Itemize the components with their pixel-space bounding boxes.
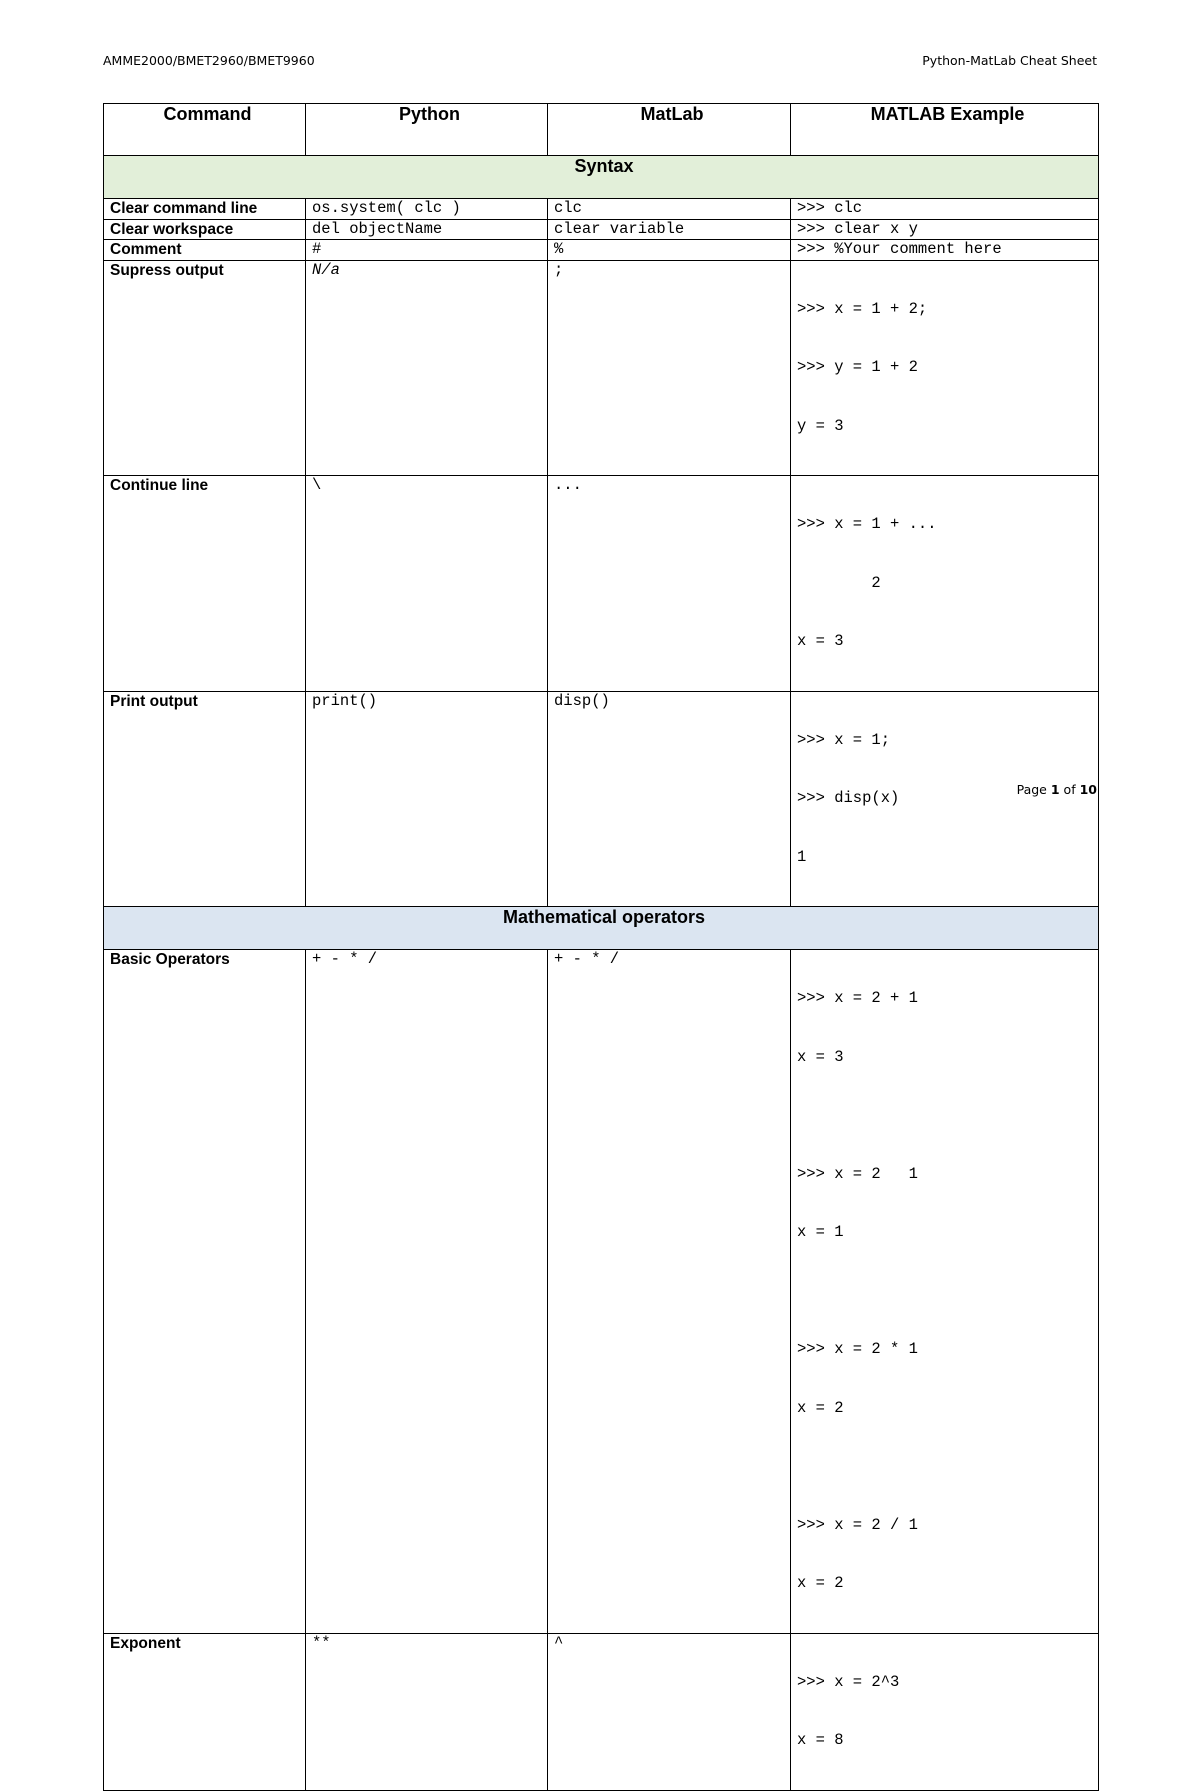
table-row <box>104 240 1099 261</box>
section-row-syntax <box>104 156 1099 199</box>
example-line: 1 <box>797 847 807 866</box>
example-line: >>> x = 1 + 2; <box>797 299 928 318</box>
example-cell <box>791 691 1099 907</box>
python-cell: \ <box>306 476 548 692</box>
table-row <box>104 950 1099 1634</box>
column-header-command: Command <box>104 104 306 156</box>
example-line: >>> x = 2 / 1 <box>797 1515 918 1534</box>
column-header-python: Python <box>306 104 548 156</box>
command-cell: Continue line <box>104 476 306 692</box>
matlab-cell: clc <box>548 199 791 220</box>
section-title-syntax: Syntax <box>104 156 1099 199</box>
matlab-cell: % <box>548 240 791 261</box>
python-cell: ** <box>306 1633 548 1790</box>
matlab-cell: clear variable <box>548 219 791 240</box>
example-line: >>> x = 2^3 <box>797 1672 900 1691</box>
example-line: >>> x = 1 + ... <box>797 515 937 533</box>
of-label: of <box>1063 782 1076 797</box>
matlab-cell: ... <box>548 476 791 692</box>
document-title: Python-MatLab Cheat Sheet <box>922 53 1097 68</box>
python-cell: os.system( clc ) <box>306 199 548 220</box>
example-cell <box>791 219 1099 240</box>
command-cell: Print output <box>104 691 306 907</box>
page-label: Page <box>1016 782 1047 797</box>
example-line: >>> x = 2 * 1 <box>797 1340 918 1358</box>
matlab-cell: + - * / <box>548 950 791 1634</box>
command-cell: Basic Operators <box>104 950 306 1634</box>
column-header-matlab: MatLab <box>548 104 791 156</box>
example-line: x = 3 <box>797 1047 844 1066</box>
example-cell <box>791 240 1099 261</box>
command-cell: Comment <box>104 240 306 261</box>
example-line: >>> x = 2 1 <box>797 1164 918 1183</box>
section-row-mathematical-operators <box>104 907 1099 950</box>
document-course-code: AMME2000/BMET2960/BMET9960 <box>103 53 315 68</box>
example-line <box>797 1282 1098 1302</box>
example-line: 2 <box>797 573 881 592</box>
python-cell: print() <box>306 691 548 907</box>
matlab-cell: disp() <box>548 691 791 907</box>
example-line: x = 3 <box>797 632 844 650</box>
table-row <box>104 260 1099 476</box>
example-line: x = 2 <box>797 1398 844 1417</box>
page-footer <box>1017 782 1097 797</box>
example-line: >>> disp(x) <box>797 789 900 807</box>
python-cell: N/a <box>306 260 548 476</box>
python-cell: del objectName <box>306 219 548 240</box>
cheat-sheet-table <box>103 103 1099 1791</box>
table-row <box>104 199 1099 220</box>
example-line: x = 2 <box>797 1574 844 1592</box>
example-line: x = 1 <box>797 1223 844 1241</box>
example-line: >>> x = 1; <box>797 730 891 749</box>
matlab-cell: ^ <box>548 1633 791 1790</box>
section-title-mathematical-operators: Mathematical operators <box>104 907 1099 950</box>
page-number: 1 <box>1050 782 1060 797</box>
table-row <box>104 476 1099 692</box>
example-cell <box>791 476 1099 692</box>
example-line <box>797 1457 1098 1477</box>
command-cell: Clear command line <box>104 199 306 220</box>
python-cell: + - * / <box>306 950 548 1634</box>
example-line: >>> x = 2 + 1 <box>797 989 918 1007</box>
table-row <box>104 691 1099 907</box>
command-cell: Clear workspace <box>104 219 306 240</box>
example-line: >>> y = 1 + 2 <box>797 358 918 376</box>
command-cell: Exponent <box>104 1633 306 1790</box>
command-cell: Supress output <box>104 260 306 476</box>
example-cell <box>791 1633 1099 1790</box>
example-line: y = 3 <box>797 416 844 435</box>
example-line: >>> %Your comment here <box>797 240 1002 258</box>
example-line <box>797 1106 1098 1126</box>
example-cell <box>791 950 1099 1634</box>
table-header-row <box>104 104 1099 156</box>
page-total: 10 <box>1079 782 1097 797</box>
example-line: >>> clc <box>797 199 863 217</box>
example-line: >>> clear x y <box>797 219 918 238</box>
python-cell: # <box>306 240 548 261</box>
table-row <box>104 219 1099 240</box>
example-cell <box>791 260 1099 476</box>
column-header-matlab-example: MATLAB Example <box>791 104 1099 156</box>
matlab-cell: ; <box>548 260 791 476</box>
example-line: x = 8 <box>797 1731 844 1749</box>
table-row <box>104 1633 1099 1790</box>
example-cell <box>791 199 1099 220</box>
